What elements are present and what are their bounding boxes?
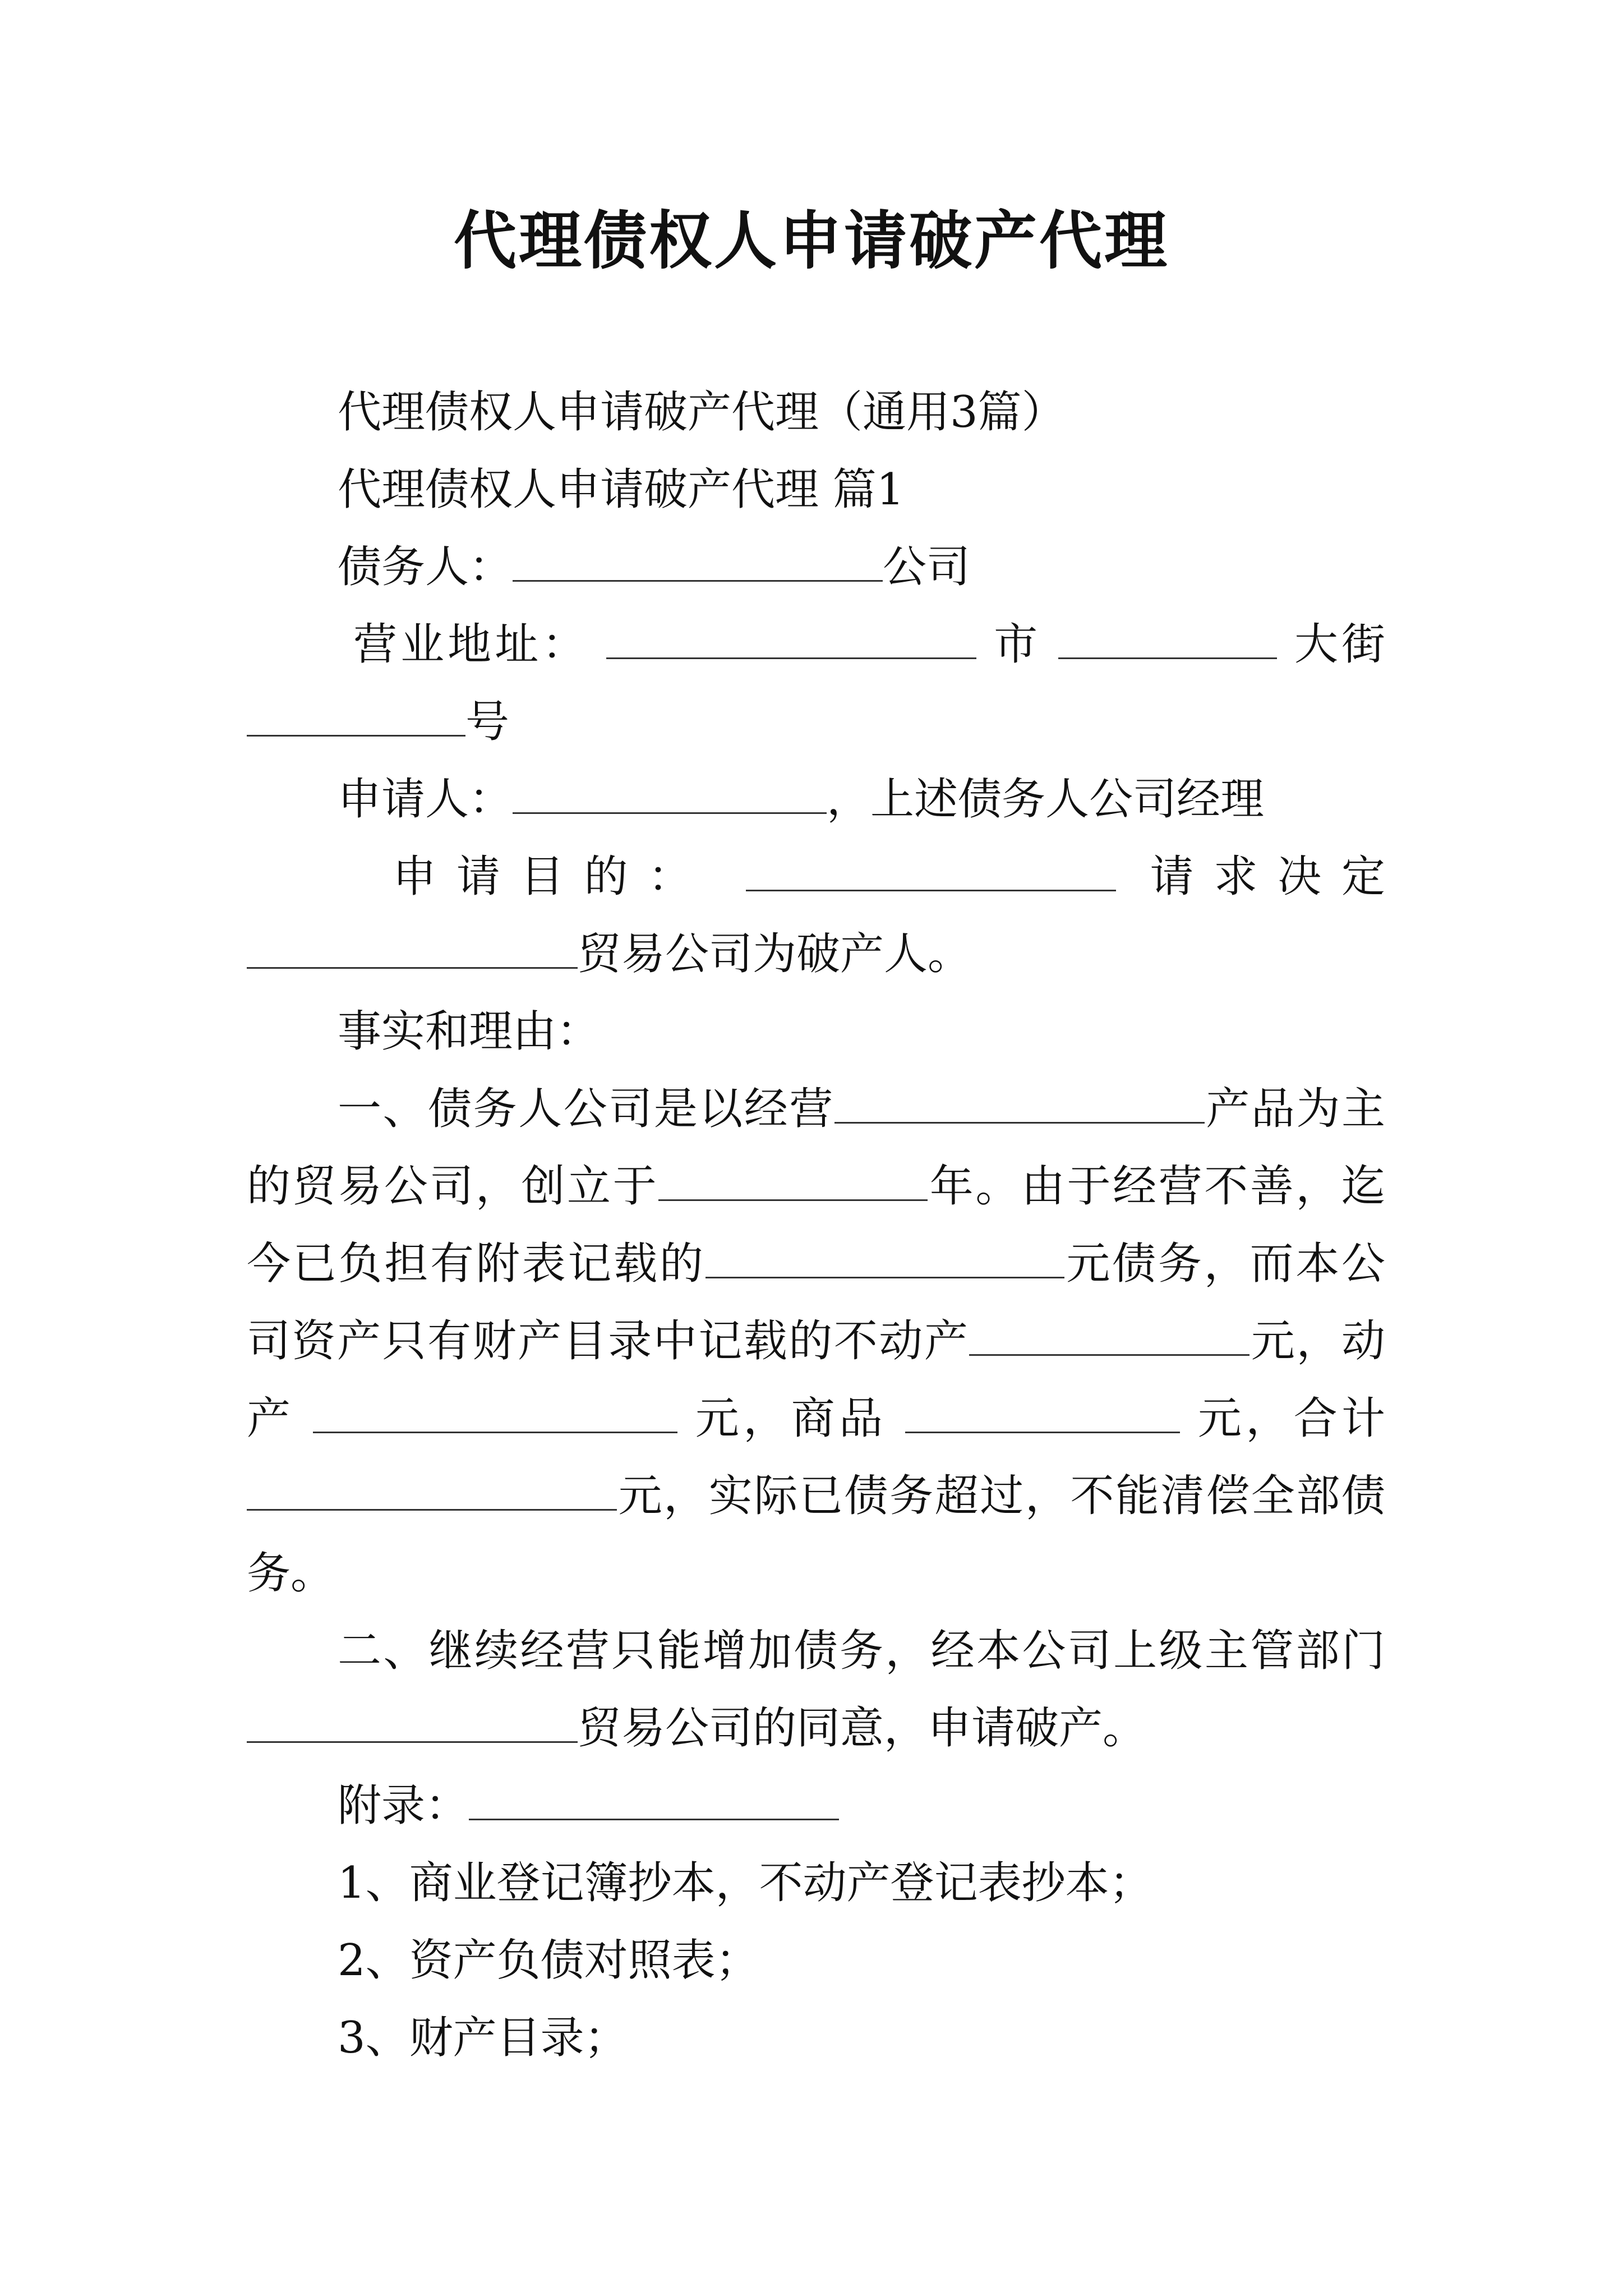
department-blank: [247, 1708, 578, 1743]
applicant-line: [247, 769, 1385, 830]
applicant-blank: [513, 779, 827, 814]
founded-year-blank: [658, 1166, 928, 1201]
appendix-item: 2、资产负债对照表；: [338, 1935, 759, 1986]
appendix-line: [247, 1775, 1385, 1837]
appendix-item: 3、财产目录；: [338, 2013, 628, 2063]
address-number: 号: [465, 697, 510, 747]
purpose-line: [247, 846, 1385, 908]
address-label: 营业地址：: [353, 619, 589, 670]
fact1-line5: 产 元，商品 元，合计: [247, 1393, 1386, 1444]
facts-heading: 事实和理由：: [338, 1006, 601, 1057]
fact2-line1: 二、继续经营只能增加债务，经本公司上级主管部门: [338, 1626, 1385, 1676]
purpose-blank: [746, 856, 1116, 891]
fact1-line7: 务。: [247, 1548, 335, 1599]
debt-amount-blank: [706, 1243, 1064, 1278]
address-street: 大街: [1294, 619, 1386, 670]
address-number-line: [247, 691, 1385, 753]
fact1-line3: 今已负担有附表记载的 元债务，而本公: [247, 1239, 1385, 1289]
part-heading: 代理债权人申请破产代理 篇1: [338, 464, 905, 515]
debtor-suffix: 公司: [883, 542, 971, 592]
applicant-suffix: ，上述债务人公司经理: [827, 774, 1265, 825]
appendix-label: 附录：: [338, 1780, 469, 1831]
document-subtitle: 代理债权人申请破产代理（通用3篇）: [338, 387, 1066, 438]
purpose-company-blank: [247, 933, 578, 969]
address-street-blank: [1058, 624, 1277, 659]
business-blank: [834, 1088, 1205, 1124]
purpose-label: 申请目的：: [393, 852, 712, 902]
purpose-continued-line: [247, 923, 1385, 985]
appendix-blank: [469, 1785, 839, 1820]
debtor-line: [247, 536, 1385, 598]
fact2-line2: 贸易公司的同意，申请破产。: [247, 1697, 1385, 1759]
fact1-line4: 司资产只有财产目录中记载的不动产 元，动: [247, 1316, 1385, 1366]
movable-blank: [313, 1398, 677, 1433]
fact1-line1: 一、债务人公司是以经营 产品为主: [338, 1084, 1385, 1134]
real-estate-blank: [969, 1320, 1249, 1356]
address-number-blank: [247, 701, 465, 737]
fact1-line6: 元，实际已债务超过，不能清偿全部债: [247, 1465, 1385, 1527]
purpose-request: 请求决定: [1150, 852, 1385, 902]
address-city-blank: [606, 624, 976, 659]
debtor-blank: [513, 546, 883, 582]
address-city: 市: [994, 619, 1041, 670]
purpose-suffix: 贸易公司为破产人。: [578, 929, 972, 979]
debtor-label: 债务人：: [338, 542, 513, 592]
goods-blank: [905, 1398, 1180, 1433]
applicant-label: 申请人：: [338, 774, 513, 825]
appendix-item: 1、商业登记簿抄本，不动产登记表抄本；: [338, 1858, 1153, 1908]
fact1-line2: 的贸易公司，创立于 年。由于经营不善，迄: [247, 1161, 1385, 1212]
document-title: 代理债权人申请破产代理: [454, 205, 1169, 278]
address-line: [247, 614, 1385, 675]
total-blank: [247, 1475, 617, 1511]
